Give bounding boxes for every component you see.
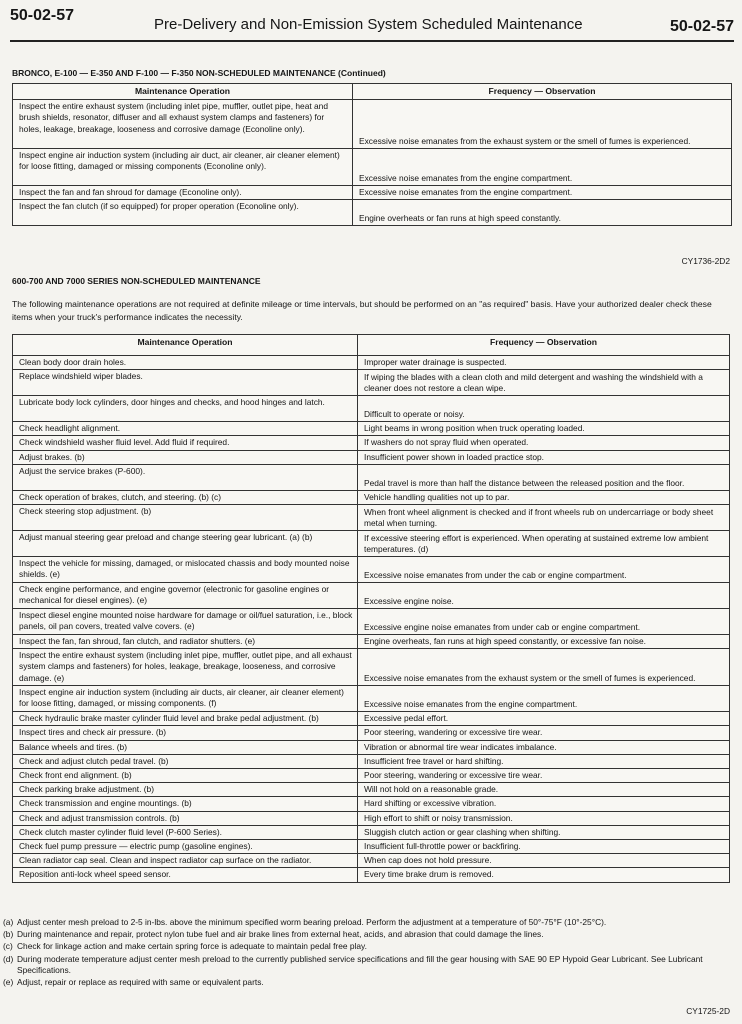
maintenance-operation-cell: Check fuel pump pressure — electric pump (gasoline engines). (13, 840, 358, 854)
frequency-observation-cell: Excessive engine noise. (358, 583, 730, 609)
frequency-observation-cell: Excessive noise emanates from the exhaust system or the smell of fumes is experienced. (353, 100, 732, 149)
table-row (13, 854, 730, 868)
maintenance-operation-cell: Inspect the fan and fan shroud for damage (Econoline only). (13, 186, 353, 200)
maintenance-operation-cell: Inspect engine air induction system (including air duct, air cleaner, air cleaner element) for loose fitting, damaged or missing components (Econoline only). (13, 149, 353, 186)
maintenance-operation-cell: Check parking brake adjustment. (b) (13, 783, 358, 797)
footnotes (3, 917, 733, 989)
maintenance-operation-cell: Replace windshield wiper blades. (13, 370, 358, 396)
table-row (13, 505, 730, 531)
frequency-observation-cell: When cap does not hold pressure. (358, 854, 730, 868)
figure-code-1: CY1736-2D2 (681, 256, 730, 266)
maintenance-operation-cell: Adjust brakes. (b) (13, 450, 358, 464)
table-row (13, 583, 730, 609)
section1-maintenance-table (12, 83, 732, 226)
maintenance-operation-cell: Check transmission and engine mountings. (b) (13, 797, 358, 811)
table-row (13, 557, 730, 583)
table-row (13, 396, 730, 422)
table-header-row (13, 84, 732, 100)
section2-maintenance-table (12, 334, 730, 883)
maintenance-operation-cell: Inspect diesel engine mounted noise hardware for damage or oil/fuel saturation, i.e., block panels, oil pan covers, treated valve covers. (e) (13, 609, 358, 635)
table-row (13, 100, 732, 149)
page-header (10, 4, 734, 42)
frequency-observation-cell: Poor steering, wandering or excessive tire wear. (358, 726, 730, 740)
table-row (13, 754, 730, 768)
frequency-observation-cell: If washers do not spray fluid when operated. (358, 436, 730, 450)
maintenance-operation-cell: Check clutch master cylinder fluid level (P-600 Series). (13, 825, 358, 839)
frequency-observation-cell: Insufficient free travel or hard shifting. (358, 754, 730, 768)
table-row (13, 200, 732, 226)
table-row (13, 450, 730, 464)
column-header-operation: Maintenance Operation (13, 335, 358, 356)
footnote-text: During moderate temperature adjust center mesh preload to the currently published service specifications and fill the gear housing with SAE 90 EP Hypoid Gear Lubricant. See Lubricant Specifications. (17, 953, 703, 975)
maintenance-operation-cell: Check windshield washer fluid level. Add fluid if required. (13, 436, 358, 450)
table-row (13, 868, 730, 882)
footnote (3, 917, 733, 928)
table-row (13, 490, 730, 504)
frequency-observation-cell: Light beams in wrong position when truck operating loaded. (358, 422, 730, 436)
frequency-observation-cell: If excessive steering effort is experienced. When operating at sustained extreme low ambient temperatures. (d) (358, 531, 730, 557)
maintenance-operation-cell: Check headlight alignment. (13, 422, 358, 436)
frequency-observation-cell: Excessive noise emanates from the exhaust system or the smell of fumes is experienced. (358, 649, 730, 686)
table-header-row (13, 335, 730, 356)
maintenance-operation-cell: Check engine performance, and engine governor (electronic for gasoline engines or mechanical for diesel engines). (e) (13, 583, 358, 609)
maintenance-operation-cell: Check front end alignment. (b) (13, 769, 358, 783)
table-row (13, 186, 732, 200)
table-row (13, 825, 730, 839)
table-row (13, 436, 730, 450)
frequency-observation-cell: Difficult to operate or noisy. (358, 396, 730, 422)
section2-title: 600-700 AND 7000 SERIES NON-SCHEDULED MAINTENANCE (12, 276, 261, 286)
frequency-observation-cell: Every time brake drum is removed. (358, 868, 730, 882)
table-row (13, 464, 730, 490)
maintenance-operation-cell: Reposition anti-lock wheel speed sensor. (13, 868, 358, 882)
footnote-label: (b) (3, 929, 14, 940)
frequency-observation-cell: Vehicle handling qualities not up to par. (358, 490, 730, 504)
column-header-observation: Frequency — Observation (358, 335, 730, 356)
maintenance-operation-cell: Inspect tires and check air pressure. (b) (13, 726, 358, 740)
maintenance-operation-cell: Balance wheels and tires. (b) (13, 740, 358, 754)
frequency-observation-cell: When front wheel alignment is checked and if front wheels rub on undercarriage or body sheet metal when turning. (358, 505, 730, 531)
page-title: Pre-Delivery and Non-Emission System Scheduled Maintenance (154, 16, 583, 33)
maintenance-operation-cell: Adjust the service brakes (P-600). (13, 464, 358, 490)
frequency-observation-cell: Sluggish clutch action or gear clashing when shifting. (358, 825, 730, 839)
frequency-observation-cell: Excessive noise emanates from the engine compartment. (358, 686, 730, 712)
table-row (13, 356, 730, 370)
footnote-label: (d) (3, 953, 14, 964)
footnote-label: (c) (3, 941, 13, 952)
table-row (13, 649, 730, 686)
frequency-observation-cell: Engine overheats, fan runs at high speed constantly, or excessive fan noise. (358, 635, 730, 649)
table-row (13, 840, 730, 854)
footnote-text: Adjust center mesh preload to 2-5 in-lbs. above the minimum specified worm bearing preload. Perform the adjustment at a temperature of 50°-75°F (10°-25°C). (17, 917, 607, 927)
footnote (3, 929, 733, 940)
frequency-observation-cell: Poor steering, wandering or excessive tire wear. (358, 769, 730, 783)
section1-title: BRONCO, E-100 — E-350 AND F-100 — F-350 NON-SCHEDULED MAINTENANCE (Continued) (12, 68, 386, 78)
table-row (13, 811, 730, 825)
maintenance-operation-cell: Inspect the vehicle for missing, damaged, or mislocated chassis and body mounted noise shields. (e) (13, 557, 358, 583)
table-row (13, 686, 730, 712)
frequency-observation-cell: Insufficient power shown in loaded practice stop. (358, 450, 730, 464)
table-row (13, 726, 730, 740)
footnote (3, 954, 733, 976)
maintenance-operation-cell: Check operation of brakes, clutch, and steering. (b) (c) (13, 490, 358, 504)
frequency-observation-cell: Excessive noise emanates from the engine compartment. (353, 186, 732, 200)
table-row (13, 149, 732, 186)
table-row (13, 797, 730, 811)
table-row (13, 370, 730, 396)
footnote-label: (e) (3, 977, 14, 988)
maintenance-operation-cell: Adjust manual steering gear preload and change steering gear lubricant. (a) (b) (13, 531, 358, 557)
frequency-observation-cell: Insufficient full-throttle power or backfiring. (358, 840, 730, 854)
section1-table-body (13, 100, 732, 226)
footnote (3, 977, 733, 988)
section2-table-body (13, 356, 730, 883)
frequency-observation-cell: Excessive noise emanates from under the cab or engine compartment. (358, 557, 730, 583)
frequency-observation-cell: Vibration or abnormal tire wear indicates imbalance. (358, 740, 730, 754)
maintenance-operation-cell: Inspect the entire exhaust system (including inlet pipe, muffler, outlet pipe, and all exhaust system clamps and fasteners) for holes, leakage, breakage, looseness, and corrosive damage. (e) (13, 649, 358, 686)
maintenance-operation-cell: Check hydraulic brake master cylinder fluid level and brake pedal adjustment. (b) (13, 712, 358, 726)
frequency-observation-cell: Improper water drainage is suspected. (358, 356, 730, 370)
frequency-observation-cell: Excessive noise emanates from the engine compartment. (353, 149, 732, 186)
maintenance-operation-cell: Inspect the entire exhaust system (including inlet pipe, muffler, outlet pipe, heat and brush shields, resonator, diffuser and all exhaust system clamps and fasteners) for holes, leakage, breakage, looseness and corrosive damage (Econoline only). (13, 100, 353, 149)
table-row (13, 635, 730, 649)
section2-intro: The following maintenance operations are not required at definite mileage or time intervals, but should be performed on an "as required" basis. Have your authorized dealer check these items when your truck's performance indicates the necessity. (12, 299, 712, 322)
table-row (13, 740, 730, 754)
table-row (13, 609, 730, 635)
frequency-observation-cell: Excessive engine noise emanates from under cab or engine compartment. (358, 609, 730, 635)
frequency-observation-cell: High effort to shift or noisy transmission. (358, 811, 730, 825)
maintenance-operation-cell: Inspect the fan clutch (if so equipped) for proper operation (Econoline only). (13, 200, 353, 226)
footnote-text: Adjust, repair or replace as required with same or equivalent parts. (17, 977, 264, 988)
table-row (13, 422, 730, 436)
maintenance-operation-cell: Lubricate body lock cylinders, door hinges and checks, and hood hinges and latch. (13, 396, 358, 422)
column-header-observation: Frequency — Observation (353, 84, 732, 100)
maintenance-operation-cell: Clean body door drain holes. (13, 356, 358, 370)
maintenance-operation-cell: Check steering stop adjustment. (b) (13, 505, 358, 531)
frequency-observation-cell: Hard shifting or excessive vibration. (358, 797, 730, 811)
maintenance-operation-cell: Clean radiator cap seal. Clean and inspect radiator cap surface on the radiator. (13, 854, 358, 868)
maintenance-operation-cell: Check and adjust clutch pedal travel. (b) (13, 754, 358, 768)
frequency-observation-cell: Engine overheats or fan runs at high speed constantly. (353, 200, 732, 226)
frequency-observation-cell: If wiping the blades with a clean cloth and mild detergent and washing the windshield with a cleaner does not restore a clean wipe. (358, 370, 730, 396)
footnote-label: (a) (3, 917, 14, 927)
table-row (13, 769, 730, 783)
footnote-text: Check for linkage action and make certain spring force is adequate to maintain pedal free play. (17, 941, 367, 952)
footnote-text: During maintenance and repair, protect nylon tube fuel and air brake lines from external heat, acids, and abrasion that could damage the lines. (17, 929, 544, 940)
table-row (13, 783, 730, 797)
table-row (13, 712, 730, 726)
footnote (3, 941, 733, 952)
maintenance-operation-cell: Inspect engine air induction system (including air ducts, air cleaner, air cleaner element) for loose fitting, damaged, or missing components. (f) (13, 686, 358, 712)
page-number-right: 50-02-57 (669, 18, 734, 35)
frequency-observation-cell: Pedal travel is more than half the distance between the released position and the floor. (358, 464, 730, 490)
frequency-observation-cell: Excessive pedal effort. (358, 712, 730, 726)
maintenance-operation-cell: Inspect the fan, fan shroud, fan clutch, and radiator shutters. (e) (13, 635, 358, 649)
column-header-operation: Maintenance Operation (13, 84, 353, 100)
figure-code-2: CY1725-2D (686, 1006, 730, 1016)
table-row (13, 531, 730, 557)
page-number-left: 50-02-57 (10, 7, 75, 24)
maintenance-operation-cell: Check and adjust transmission controls. (b) (13, 811, 358, 825)
frequency-observation-cell: Will not hold on a reasonable grade. (358, 783, 730, 797)
